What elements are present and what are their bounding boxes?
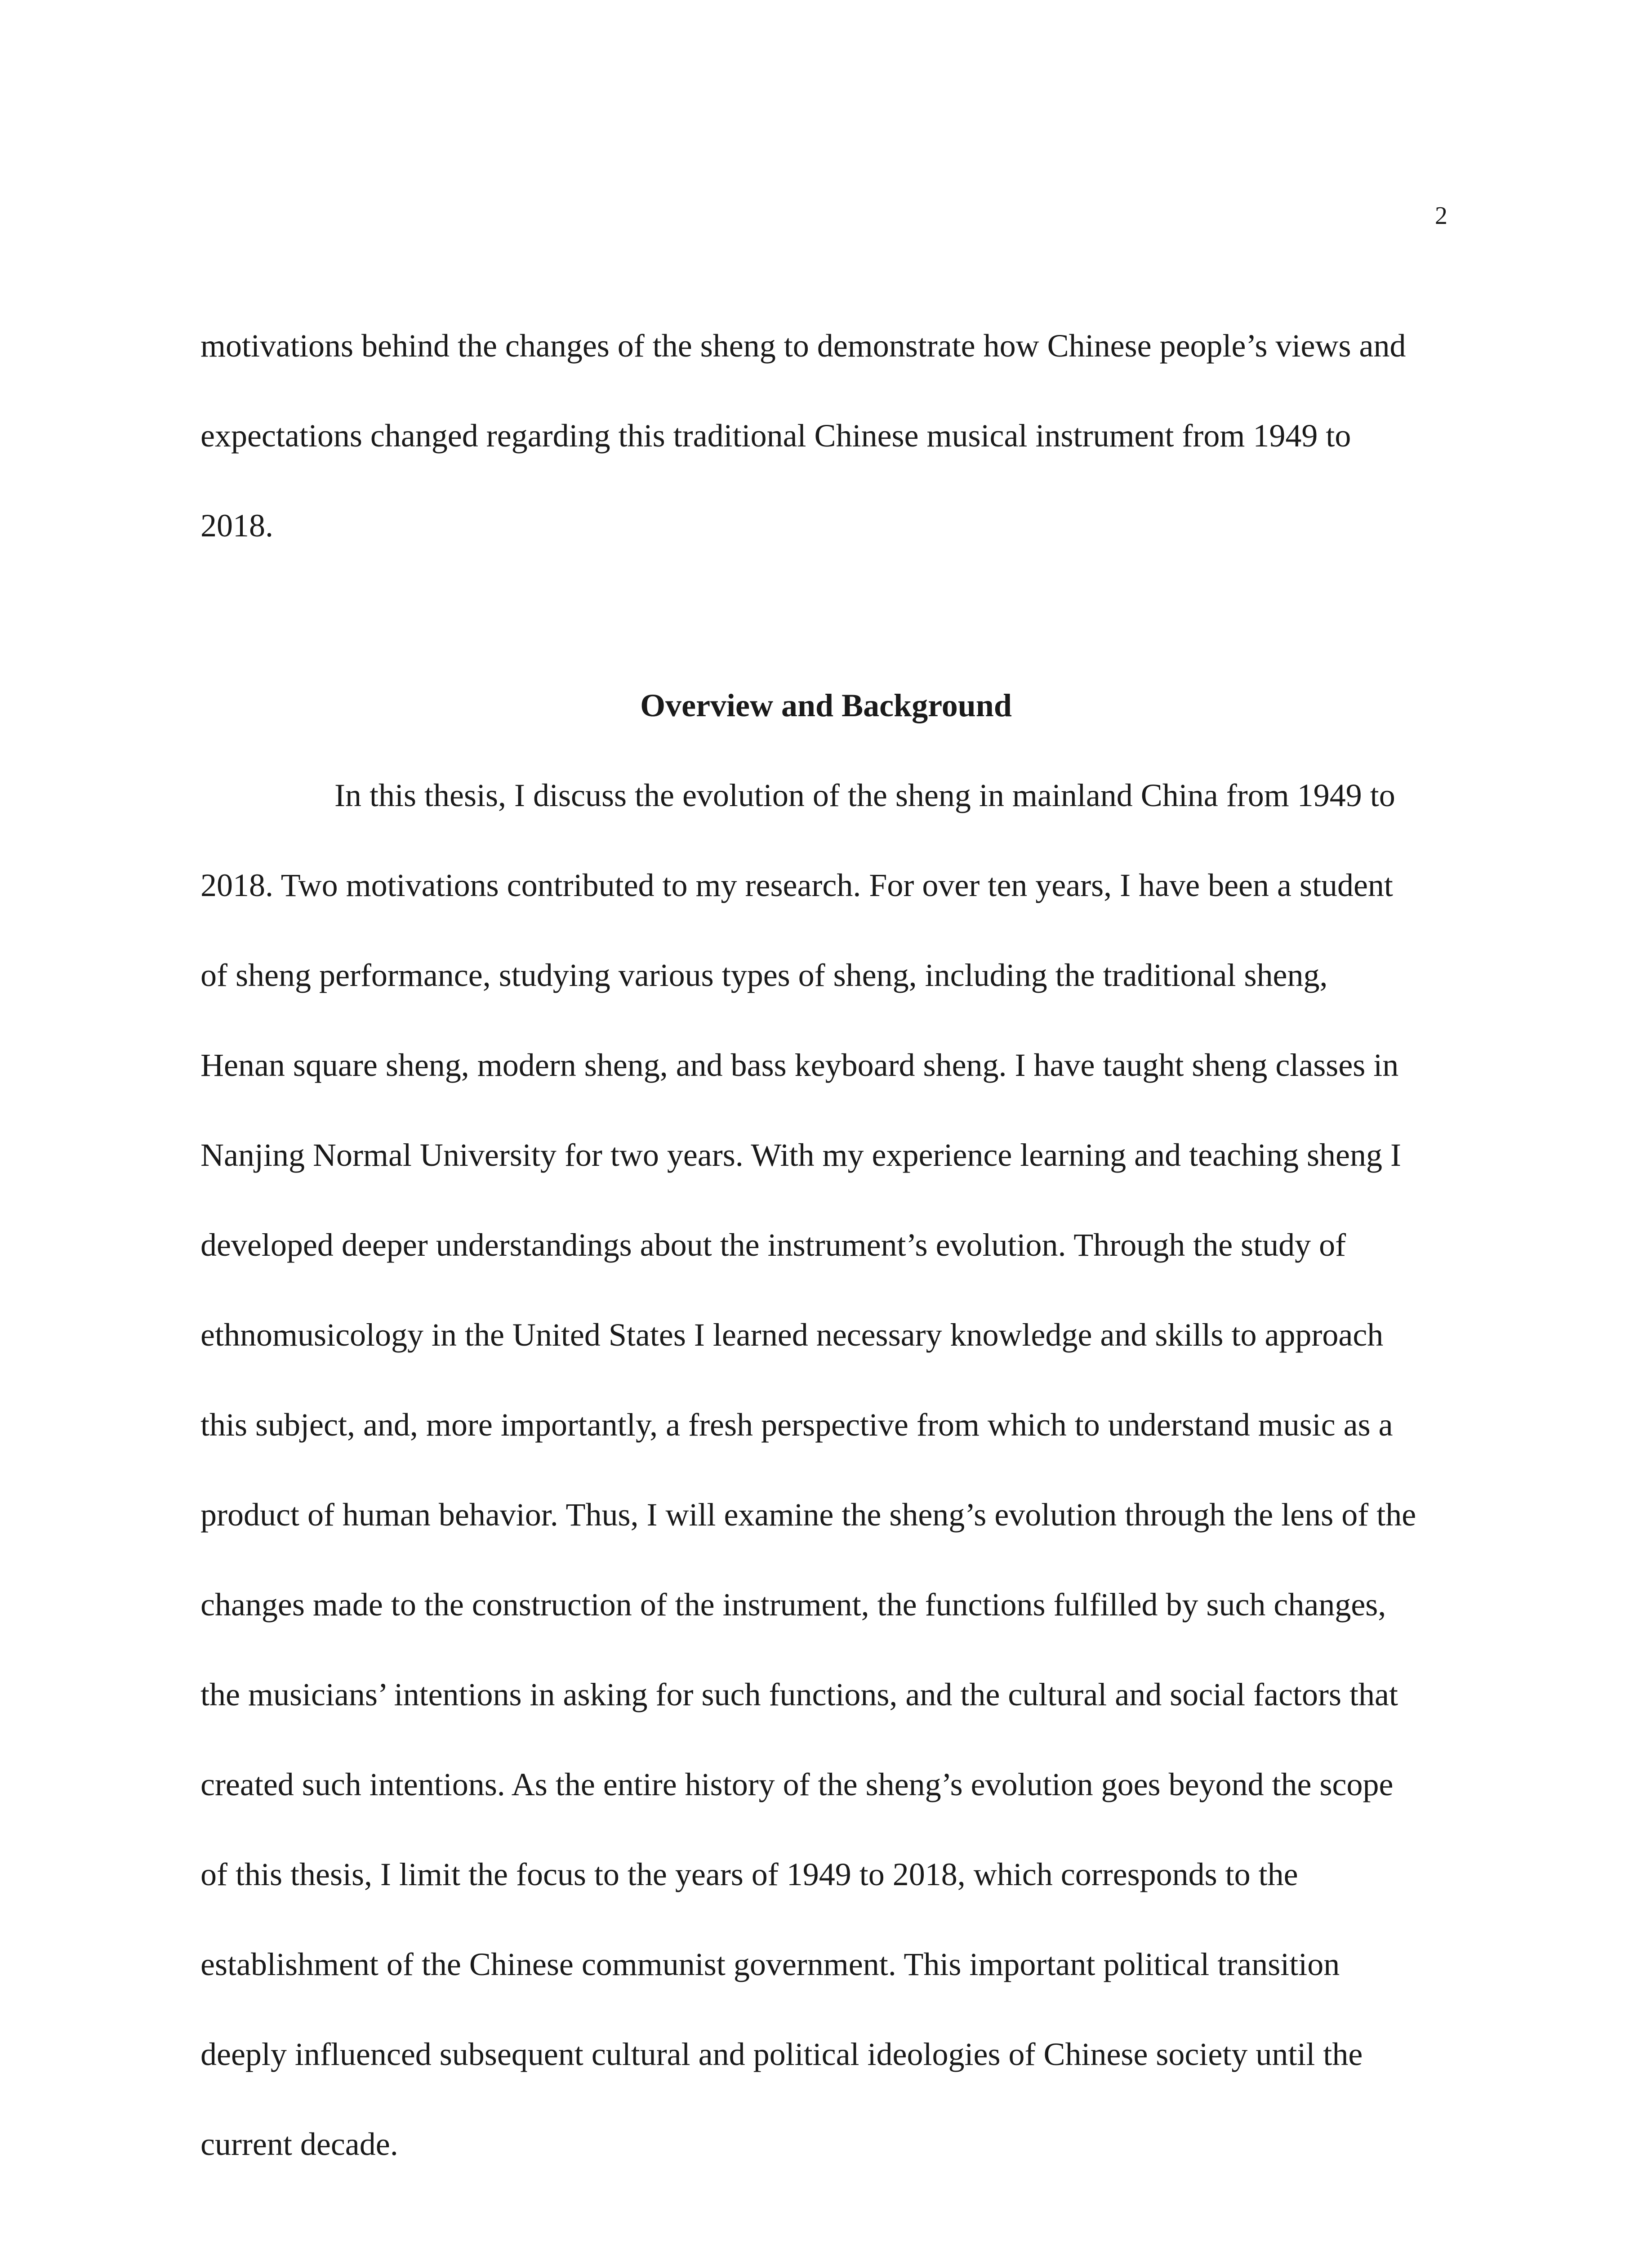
text-line: the musicians’ intentions in asking for such functions, and the cultural and social factors that xyxy=(200,1677,1398,1713)
text-line: establishment of the Chinese communist government. This important political transition xyxy=(200,1946,1340,1982)
text-line: created such intentions. As the entire history of the sheng’s evolution goes beyond the scope xyxy=(200,1766,1394,1802)
text-line: deeply influenced subsequent cultural and political ideologies of Chinese society until the xyxy=(200,2036,1363,2072)
text-line: expectations changed regarding this traditional Chinese musical instrument from 1949 to xyxy=(200,418,1351,454)
text-line: of this thesis, I limit the focus to the years of 1949 to 2018, which corresponds to the xyxy=(200,1856,1298,1892)
paragraph-first-line: In this thesis, I discuss the evolution of the sheng in mainland China from 1949 to xyxy=(334,777,1395,813)
text-line: product of human behavior. Thus, I will examine the sheng’s evolution through the lens of the xyxy=(200,1497,1416,1533)
text-line: motivations behind the changes of the sheng to demonstrate how Chinese people’s views and xyxy=(200,328,1406,364)
section-heading: Overview and Background xyxy=(640,687,1012,723)
text-line: 2018. Two motivations contributed to my research. For over ten years, I have been a student xyxy=(200,867,1393,903)
text-line: changes made to the construction of the instrument, the functions fulfilled by such changes, xyxy=(200,1587,1386,1623)
text-line: 2018. xyxy=(200,508,273,544)
text-line: of sheng performance, studying various types of sheng, including the traditional sheng, xyxy=(200,957,1328,993)
text-line: current decade. xyxy=(200,2126,398,2162)
text-line: this subject, and, more importantly, a fresh perspective from which to understand music as a xyxy=(200,1407,1393,1443)
text-line: ethnomusicology in the United States I learned necessary knowledge and skills to approach xyxy=(200,1317,1384,1353)
page-number: 2 xyxy=(1435,202,1447,230)
text-line: Nanjing Normal University for two years. With my experience learning and teaching sheng I xyxy=(200,1137,1401,1173)
text-line: Henan square sheng, modern sheng, and bass keyboard sheng. I have taught sheng classes in xyxy=(200,1047,1399,1083)
text-line: developed deeper understandings about the instrument’s evolution. Through the study of xyxy=(200,1227,1346,1263)
